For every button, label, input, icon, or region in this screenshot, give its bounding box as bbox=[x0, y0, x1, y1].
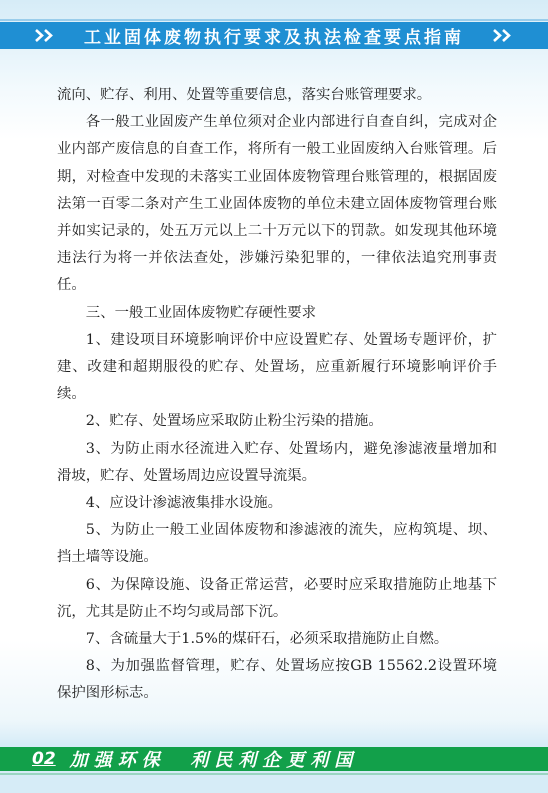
requirement-item: 3、为防止雨水径流进入贮存、处置场内，避免渗滤液量增加和滑坡，贮存、处置场周边应设置导流渠。 bbox=[57, 440, 497, 484]
footer-slogan: 加强环保 利民利企更利国 bbox=[69, 750, 359, 771]
requirement-item: 6、为保障设施、设备正常运营，必要时应采取措施防止地基下沉，尤其是防止不均匀或局部下沉。 bbox=[57, 576, 497, 620]
requirement-item: 8、为加强监督管理，贮存、处置场应按GB 15562.2设置环境保护图形标志。 bbox=[57, 658, 497, 702]
section-heading: 三、一般工业固体废物贮存硬性要求 bbox=[85, 304, 317, 321]
paragraph-self-inspection: 各一般工业固废产生单位须对企业内部进行自查自纠，完成对企业内部产废信息的自查工作，将所有一般工业固废纳入台账管理。后期，对检查中发现的未落实工业固体废物管理台账管理的，根据固废法第一百零二条对产生工业固体废物的单位未建立固体废物管理台账并如实记录的，处五万元以上二十万元以下的罚款。如发现其他环境违法行为将一并依法查处，涉嫌污染犯罪的，一律依法追究刑事责任。 bbox=[57, 114, 497, 294]
double-chevron-right-icon bbox=[492, 28, 514, 43]
requirement-item: 7、含硫量大于1.5%的煤矸石，必须采取措施防止自燃。 bbox=[85, 631, 449, 648]
requirement-item: 4、应设计渗滤液集排水设施。 bbox=[85, 495, 283, 512]
page-title: 工业固体废物执行要求及执法检查要点指南 bbox=[84, 28, 464, 48]
document-body bbox=[57, 82, 497, 708]
paragraph-continuation: 流向、贮存、利用、处置等重要信息，落实台账管理要求。 bbox=[57, 87, 432, 103]
double-chevron-left-icon bbox=[34, 28, 56, 43]
requirement-item: 2、贮存、处置场应采取防止粉尘污染的措施。 bbox=[85, 413, 383, 430]
page-number: 02 bbox=[32, 749, 56, 769]
requirement-item: 1、建设项目环境影响评价中应设置贮存、处置场专题评价，扩建、改建和超期服役的贮存、处置场，应重新履行环境影响评价手续。 bbox=[57, 331, 497, 403]
header-bar bbox=[0, 22, 548, 49]
header-divider bbox=[0, 19, 548, 21]
footer-divider bbox=[0, 773, 548, 775]
requirement-item: 5、为防止一般工业固体废物和渗滤液的流失，应构筑堤、坝、挡土墙等设施。 bbox=[57, 522, 497, 566]
footer-bar bbox=[0, 747, 548, 771]
